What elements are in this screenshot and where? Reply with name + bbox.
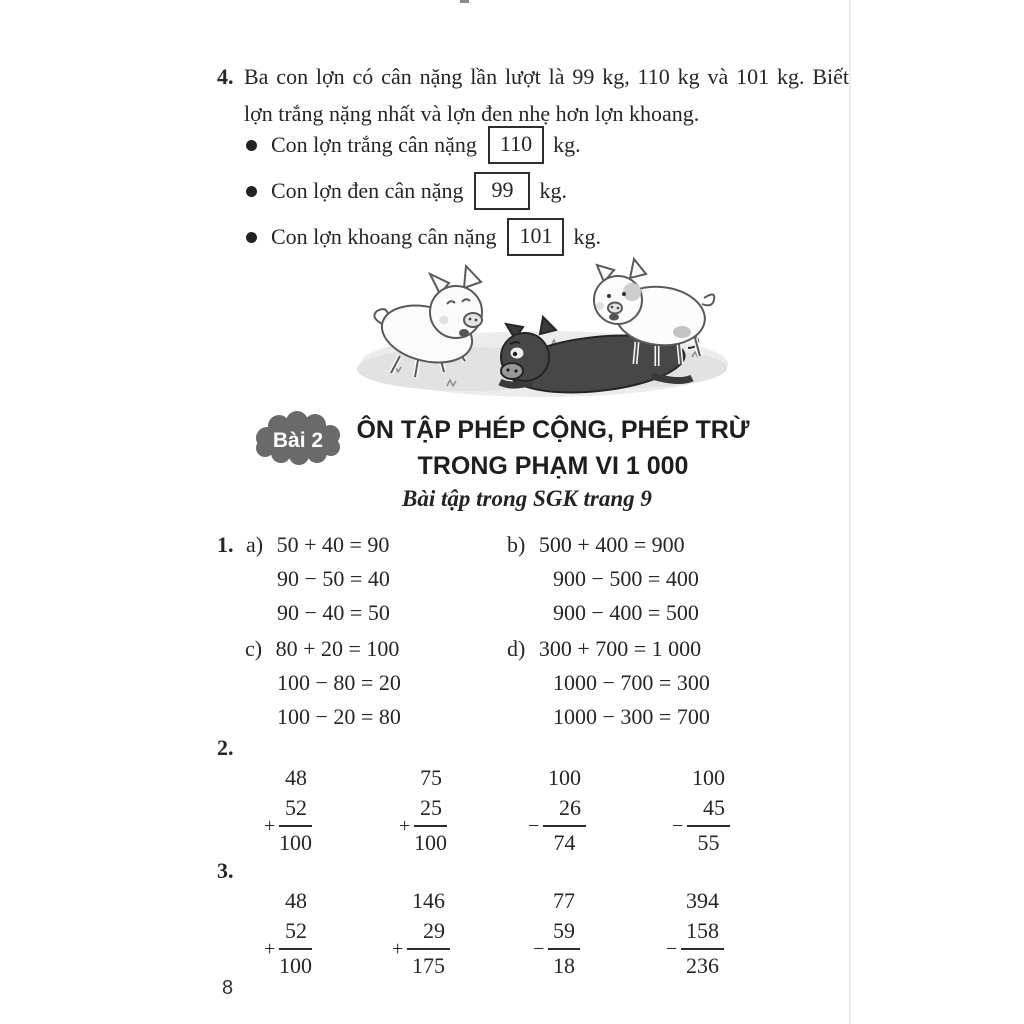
operand-bottom: 52 + xyxy=(264,918,307,960)
operator: − xyxy=(533,938,545,960)
bullet-icon xyxy=(246,232,257,243)
operand-top: 394 xyxy=(686,888,719,913)
problem-4-answers xyxy=(246,127,601,265)
page-gutter-scan-line xyxy=(849,0,851,1024)
operator: − xyxy=(528,815,540,837)
equation: 100 − 80 = 20 xyxy=(277,670,401,695)
equation-line xyxy=(245,632,401,666)
vertical-arithmetic-3-4 xyxy=(666,886,724,981)
problem-4-text-line1: Ba con lợn có cân nặng lần lượt là 99 kg, 110 kg và 101 kg. Biết xyxy=(244,64,849,89)
equation: 90 − 40 = 50 xyxy=(277,600,390,625)
operand-bottom: 29 + xyxy=(392,918,445,960)
equation-group-c xyxy=(217,632,401,734)
equation: 1000 − 700 = 300 xyxy=(553,670,710,695)
answer-box-spotted-pig: 101 xyxy=(507,218,564,256)
lesson-title-line2: TRONG PHẠM VI 1 000 xyxy=(417,452,689,480)
result: 175 xyxy=(412,953,445,978)
result: 100 xyxy=(279,830,312,855)
equation: 300 + 700 = 1 000 xyxy=(538,636,702,661)
answer-unit: kg. xyxy=(539,178,567,203)
equation-group-a xyxy=(217,528,401,630)
vertical-arithmetic-2-4 xyxy=(672,763,730,858)
vertical-arithmetic-3-1 xyxy=(264,886,312,981)
result: 74 xyxy=(553,830,576,855)
answer-row-spotted-pig xyxy=(246,219,601,255)
answer-text-before: Con lợn trắng cân nặng xyxy=(271,132,477,157)
answer-unit: kg. xyxy=(553,132,581,157)
operand-bottom: 59 − xyxy=(533,918,575,960)
problem-1-right-column xyxy=(507,528,710,736)
problem-4 xyxy=(217,58,849,132)
bullet-icon xyxy=(246,140,257,151)
operand-top: 48 xyxy=(285,888,307,913)
cloud-badge-icon xyxy=(250,408,346,466)
equation: 900 − 500 = 400 xyxy=(553,566,699,591)
problem-3-number: 3. xyxy=(217,858,234,883)
operator: + xyxy=(399,815,411,837)
operator: − xyxy=(672,815,684,837)
operand-bottom: 52 + xyxy=(264,795,307,837)
page-number: 8 xyxy=(222,977,234,999)
equation: 90 − 50 = 40 xyxy=(277,566,390,591)
part-label: d) xyxy=(507,636,526,661)
part-label: c) xyxy=(245,636,263,661)
part-label: b) xyxy=(507,532,526,557)
equation: 80 + 20 = 100 xyxy=(275,636,400,661)
lesson-title-line1: ÔN TẬP PHÉP CỘNG, PHÉP TRỪ xyxy=(356,416,750,444)
operand-bottom: 158 − xyxy=(666,918,719,960)
answer-text-before: Con lợn khoang cân nặng xyxy=(271,224,497,249)
answer-row-black-pig xyxy=(246,173,601,209)
equation-group-b xyxy=(507,528,710,630)
operator: − xyxy=(666,938,678,960)
equation-line xyxy=(507,528,710,562)
problem-4-number: 4. xyxy=(217,64,234,89)
badge-label: Bài 2 xyxy=(272,429,324,452)
equation-line xyxy=(507,632,710,666)
problem-4-text-line2: lợn trắng nặng nhất và lợn đen nhẹ hơn lợn khoang. xyxy=(244,101,700,126)
equation: 100 − 20 = 80 xyxy=(277,704,401,729)
equation: 50 + 40 = 90 xyxy=(276,532,390,557)
operator: + xyxy=(264,938,276,960)
vertical-arithmetic-3-2 xyxy=(392,886,450,981)
equation-group-d xyxy=(507,632,710,734)
operand-top: 75 xyxy=(420,765,442,790)
lesson-title xyxy=(353,412,753,484)
lesson-badge xyxy=(250,408,346,471)
result: 18 xyxy=(553,953,575,978)
equation: 900 − 400 = 500 xyxy=(553,600,699,625)
scan-artifact-tick xyxy=(460,0,469,3)
result: 236 xyxy=(686,953,719,978)
operand-bottom: 25 + xyxy=(399,795,442,837)
result: 100 xyxy=(279,953,312,978)
problem-1-left-column xyxy=(217,528,401,736)
vertical-arithmetic-3-3 xyxy=(533,886,580,981)
operand-top: 77 xyxy=(553,888,575,913)
vertical-arithmetic-2-2 xyxy=(399,763,447,858)
answer-text-before: Con lợn đen cân nặng xyxy=(271,178,464,203)
operand-bottom: 26 − xyxy=(528,795,581,837)
problem-1-number: 1. xyxy=(217,532,234,557)
answer-box-black-pig: 99 xyxy=(474,172,530,210)
operand-top: 146 xyxy=(412,888,445,913)
three-pigs-illustration xyxy=(352,254,737,407)
lesson-subtitle: Bài tập trong SGK trang 9 xyxy=(402,486,652,511)
equation-line xyxy=(217,528,401,562)
part-label: a) xyxy=(246,532,264,557)
equation: 500 + 400 = 900 xyxy=(538,532,685,557)
operator: + xyxy=(392,938,404,960)
answer-unit: kg. xyxy=(573,224,601,249)
operand-top: 48 xyxy=(285,765,307,790)
result: 100 xyxy=(414,830,447,855)
operator: + xyxy=(264,815,276,837)
bullet-icon xyxy=(246,186,257,197)
result: 55 xyxy=(697,830,720,855)
pigs-drawing xyxy=(352,254,737,402)
operand-top: 100 xyxy=(548,765,581,790)
vertical-arithmetic-2-1 xyxy=(264,763,312,858)
answer-row-white-pig xyxy=(246,127,601,163)
operand-bottom: 45 − xyxy=(672,795,725,837)
equation: 1000 − 300 = 700 xyxy=(553,704,710,729)
answer-box-white-pig: 110 xyxy=(488,126,544,164)
vertical-arithmetic-2-3 xyxy=(528,763,586,858)
problem-2-number: 2. xyxy=(217,735,234,760)
operand-top: 100 xyxy=(692,765,725,790)
